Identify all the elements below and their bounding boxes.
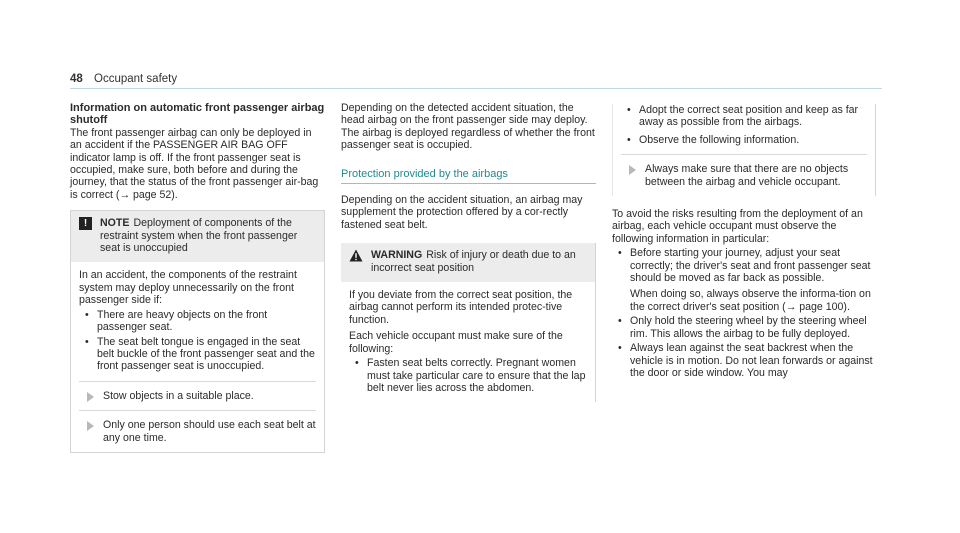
paragraph: Depending on the accident situation, an airbag may supplement the protection offered by a cor-rectly fastened seat belt. — [341, 194, 583, 231]
note-text: Deployment of components of the restraint system when the front passenger seat is unoccupied — [100, 217, 298, 255]
list-item — [612, 247, 876, 313]
section-title: Occupant safety — [94, 73, 178, 85]
warning-body-text: If you deviate from the correct seat position, the airbag cannot perform its intended protec-tive function. — [349, 289, 573, 326]
action-text: Stow objects in a suitable place. — [103, 389, 254, 402]
note-box — [70, 210, 325, 453]
intro-paragraph — [70, 127, 325, 201]
note-body-text: In an accident, the components of the restraint system may deploy unnecessarily on the front passenger side if: — [79, 269, 297, 307]
exclamation-icon: ! — [79, 217, 92, 230]
note-header — [71, 211, 324, 262]
action-text: Always make sure that there are no objects between the airbag and vehicle occupant. — [645, 163, 849, 188]
note-bullets — [79, 309, 316, 373]
info-bullets — [612, 247, 876, 379]
note-body — [71, 262, 324, 451]
list-item: • There are heavy objects on the front passenger seat. — [79, 309, 316, 334]
action-item — [79, 419, 316, 444]
list-item: • Fasten seat belts correctly. Pregnant women must take particular care to ensure that the lap belt never lies across the abdomen. — [349, 357, 587, 394]
bullet-cont-text: When doing so, always observe the informa-tion on the correct driver's seat position ( — [630, 288, 871, 313]
warning-bullets — [621, 104, 867, 146]
section-heading: Information on automatic front passenger airbag shutoff — [70, 102, 325, 127]
column-2 — [341, 102, 596, 402]
bullet-text: • Before starting your journey, adjust your seat correctly; the driver's seat and front passenger seat should be moved as far back as possible. — [630, 247, 871, 285]
subheading-underline — [341, 183, 596, 184]
warning-header — [341, 243, 595, 282]
list-item: • Always lean against the seat backrest when the vehicle is in motion. Do not lean forwards or against the door or side window. You may — [612, 342, 876, 379]
intro-paragraph: Depending on the detected accident situation, the head airbag on the front passenger side may deploy. The airbag is deployed regardless of whether the front passenger seat is occupied. — [341, 102, 595, 152]
note-label: NOTE — [100, 217, 130, 230]
list-item: • The seat belt tongue is engaged in the seat belt buckle of the front passenger seat and the front passenger seat is unoccupied. — [79, 336, 316, 373]
list-item: • Only hold the steering wheel by the steering wheel rim. This allows the airbag to be fully deployed. — [612, 315, 876, 340]
intro-text: The front passenger airbag can only be deployed in an accident if the PASSENGER AIR BAG OFF indicator lamp is off. If the front passenger seat is occupied, make sure, both before and during the journey, that the status of the front passenger air-bag is correct ( — [70, 126, 319, 201]
header-divider — [70, 88, 882, 89]
list-item: • Observe the following information. — [621, 134, 867, 146]
warning-body — [341, 282, 595, 402]
warning-box-continued — [612, 104, 876, 196]
warning-label: WARNING — [371, 249, 423, 262]
warning-box — [341, 243, 596, 402]
page-reference[interactable]: → page 100). — [785, 300, 850, 313]
play-arrow-icon — [87, 392, 94, 402]
column-1 — [70, 102, 325, 453]
warning-triangle-icon — [349, 249, 363, 262]
divider — [79, 381, 316, 382]
action-item — [621, 163, 867, 188]
warning-body-text: Each vehicle occupant must make sure of the following: — [349, 330, 563, 355]
column-3 — [612, 102, 876, 379]
play-arrow-icon — [87, 421, 94, 431]
divider — [621, 154, 867, 155]
play-arrow-icon — [629, 165, 636, 175]
warning-bullets — [349, 357, 587, 394]
page-reference[interactable]: → page 52). — [119, 188, 178, 201]
bullet-text-continued — [630, 288, 876, 313]
page-header — [70, 73, 177, 85]
subheading: Protection provided by the airbags — [341, 167, 508, 180]
paragraph: To avoid the risks resulting from the deployment of an airbag, each vehicle occupant must observe the following information in particular: — [612, 208, 863, 245]
warning-title — [371, 249, 587, 274]
action-item — [79, 390, 316, 402]
action-text: Only one person should use each seat belt at any one time. — [103, 419, 316, 444]
list-item: • Adopt the correct seat position and keep as far away as possible from the airbags. — [621, 104, 867, 129]
note-title — [100, 217, 316, 254]
warning-text: Risk of injury or death due to an incorrect seat position — [371, 249, 576, 274]
subheading-block — [341, 168, 596, 184]
page-number: 48 — [70, 73, 83, 85]
divider — [79, 410, 316, 411]
